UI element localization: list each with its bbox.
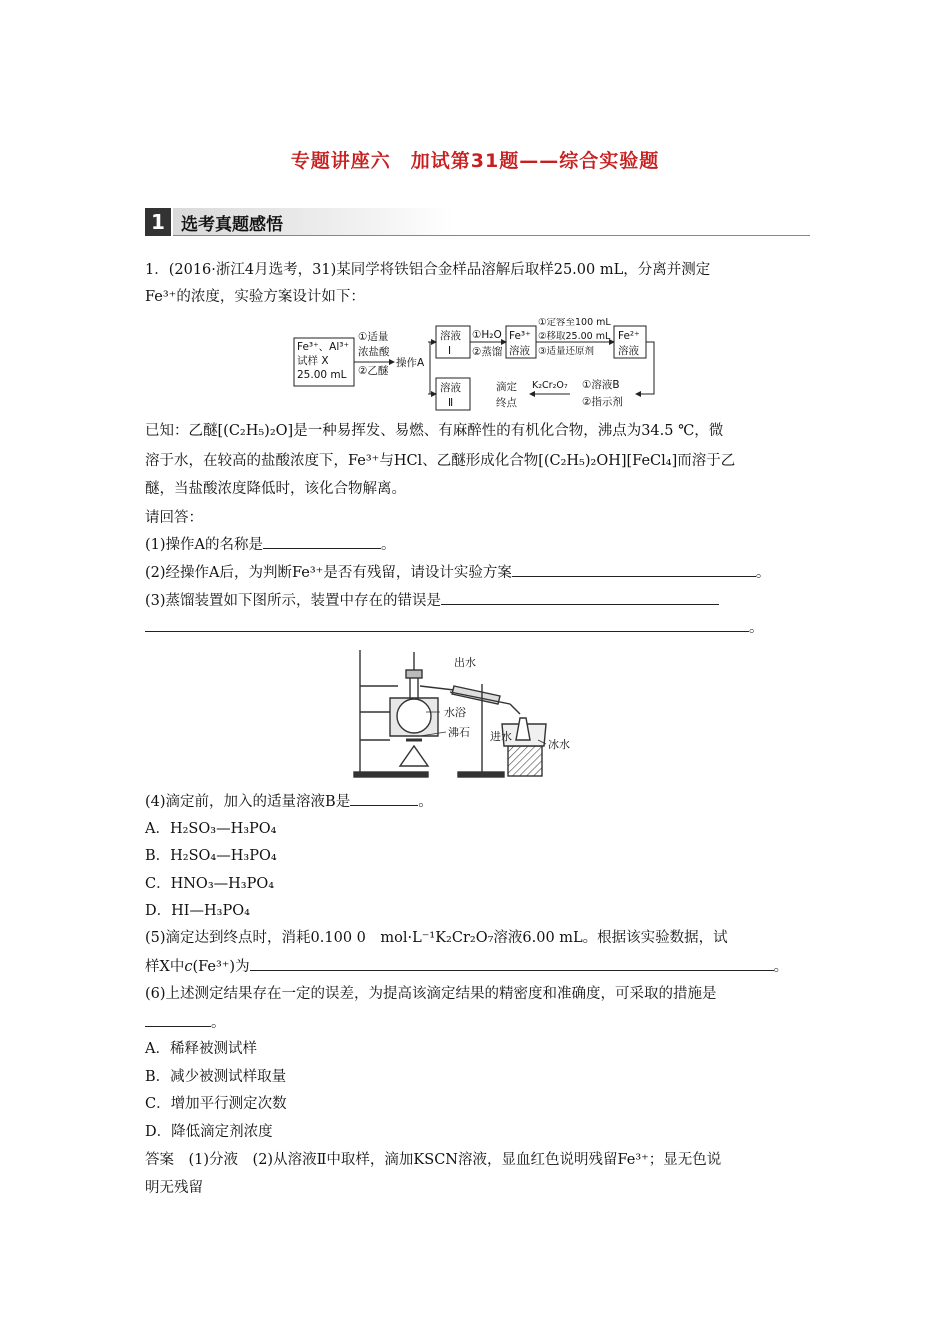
answer-line1: 答案 (1)分液 (2)从溶液Ⅱ中取样，滴加KSCN溶液，显血红色说明残留Fe³⁺；显无色说 — [145, 1152, 722, 1168]
flow-fe2-b: 溶液 — [618, 345, 639, 357]
question-1 — [145, 534, 396, 555]
flow-fe2-a: Fe²⁺ — [618, 330, 640, 342]
answer-blank-4 — [350, 791, 418, 806]
flow-step2-b: ②蒸馏 — [472, 346, 503, 358]
label-stone: 沸石 — [448, 726, 470, 739]
question-5-text-a: 样X中 — [145, 959, 185, 975]
side-arm — [420, 686, 454, 690]
known-line1: 已知：乙醚[(C₂H₅)₂O]是一种易挥发、易燃、有麻醉性的有机化合物，沸点为34.5 ℃，微 — [145, 423, 724, 439]
question-3-text: (3)蒸馏装置如下图所示，装置中存在的错误是 — [145, 593, 442, 609]
section-number: 1 — [145, 208, 171, 236]
flow-solution1-b: Ⅰ — [448, 345, 452, 357]
question-4 — [145, 791, 433, 812]
question-2 — [145, 562, 770, 583]
flow-fe3-b: 溶液 — [509, 345, 530, 357]
option-6b: B．减少被测试样取量 — [145, 1069, 287, 1085]
period: 。 — [755, 565, 771, 581]
flow-solution2-b: Ⅱ — [448, 397, 454, 409]
flow-step3-c: ③适量还原剂 — [538, 346, 595, 357]
answer-blank-3a — [441, 590, 719, 605]
known-line3: 醚，当盐酸浓度降低时，该化合物解离。 — [145, 481, 406, 497]
section-divider — [173, 235, 810, 236]
page-title: 专题讲座六 加试第31题——综合实验题 — [290, 150, 660, 172]
question-2-text: (2)经操作A后，为判断Fe³⁺是否有残留，请设计实验方案 — [145, 565, 512, 581]
label-bath: 水浴 — [444, 706, 466, 719]
flow-step1-a: ①适量 — [358, 331, 389, 343]
ice-bath-block — [508, 746, 542, 776]
question-6: (6)上述测定结果存在一定的误差，为提高该滴定结果的精密度和准确度，可采取的措施是 — [145, 986, 717, 1002]
flow-sample-line2: 试样 X — [297, 355, 329, 367]
answer-blank-2 — [512, 562, 756, 577]
question-1-text: (1)操作A的名称是 — [145, 537, 264, 553]
distillation-apparatus — [350, 648, 610, 780]
option-4a: A．H₂SO₃—H₃PO₄ — [145, 821, 277, 837]
flow-fe3-a: Fe³⁺ — [509, 330, 531, 342]
question-5-symbol: c — [184, 959, 193, 975]
label-ice: 冰水 — [548, 738, 570, 751]
flow-step1-b: 浓盐酸 — [358, 346, 390, 358]
flow-step2-a: ①H₂O — [472, 329, 502, 341]
flow-step3-a: ①定容至100 mL — [538, 318, 611, 328]
question-3 — [145, 590, 719, 611]
burner — [400, 746, 428, 766]
question-5-text-b: (Fe³⁺)为 — [192, 959, 250, 975]
section-header — [145, 208, 810, 236]
stand-base-right — [458, 772, 504, 777]
question-3-continued — [145, 617, 764, 638]
flow-sample-line3: 25.00 mL — [297, 369, 347, 381]
period: 。 — [773, 959, 789, 975]
answer-blank-3b — [145, 617, 749, 632]
option-4c: C．HNO₃—H₃PO₄ — [145, 876, 275, 892]
period: 。 — [749, 620, 764, 636]
condenser — [452, 686, 500, 704]
option-6c: C．增加平行测定次数 — [145, 1096, 287, 1112]
label-inlet: 进水 — [490, 730, 512, 743]
period: 。 — [381, 537, 396, 553]
flow-step4-b: ②指示剂 — [582, 396, 623, 408]
flow-step3-b: ②移取25.00 mL — [538, 331, 611, 342]
section-label: 选考真题感悟 — [181, 215, 283, 235]
option-6a: A．稀释被测试样 — [145, 1041, 257, 1057]
label-outlet: 出水 — [454, 656, 476, 669]
option-6d: D．降低滴定剂浓度 — [145, 1124, 273, 1140]
period: 。 — [418, 794, 433, 810]
question-6-continued — [145, 1012, 226, 1033]
stand-base-left — [354, 772, 428, 777]
flow-solution1-a: 溶液 — [440, 330, 461, 342]
answer-blank-5 — [250, 956, 774, 971]
option-4d: D．HI—H₃PO₄ — [145, 903, 250, 919]
period: 。 — [211, 1015, 226, 1031]
answer-blank-1 — [263, 534, 381, 549]
flow-sample-line1: Fe³⁺、Al³⁺ — [297, 341, 350, 353]
option-4b: B．H₂SO₄—H₃PO₄ — [145, 848, 277, 864]
flow-endpoint-a: 滴定 — [496, 381, 517, 393]
flow-step4-a: ①溶液B — [582, 379, 620, 391]
question-5-line2 — [145, 956, 788, 977]
flask — [397, 699, 431, 733]
known-line2: 溶于水，在较高的盐酸浓度下，Fe³⁺与HCl、乙醚形成化合物[(C₂H₅)₂OH][FeCl₄]而溶于乙 — [145, 453, 736, 469]
flow-solution2-a: 溶液 — [440, 382, 461, 394]
flow-operation-a: 操作A — [396, 357, 425, 369]
question-5-line1: (5)滴定达到终点时，消耗0.100 0 mol·L⁻¹K₂Cr₂O₇溶液6.00 mL。根据该实验数据，试 — [145, 930, 728, 946]
answer-line2: 明无残留 — [145, 1180, 203, 1196]
question-intro-line1: 1．(2016·浙江4月选考，31)某同学将铁铝合金样品溶解后取样25.00 mL，分离并测定 — [145, 262, 711, 278]
question-intro-line2: Fe³⁺的浓度，实验方案设计如下： — [145, 289, 365, 305]
flowchart — [290, 318, 660, 416]
prompt-text: 请回答： — [145, 510, 203, 526]
question-4-text: (4)滴定前，加入的适量溶液B是 — [145, 794, 351, 810]
flow-step1-c: ②乙醚 — [358, 365, 389, 377]
flow-titrant: K₂Cr₂O₇ — [532, 380, 568, 391]
flow-endpoint-b: 终点 — [496, 397, 517, 409]
answer-blank-6 — [145, 1012, 211, 1027]
